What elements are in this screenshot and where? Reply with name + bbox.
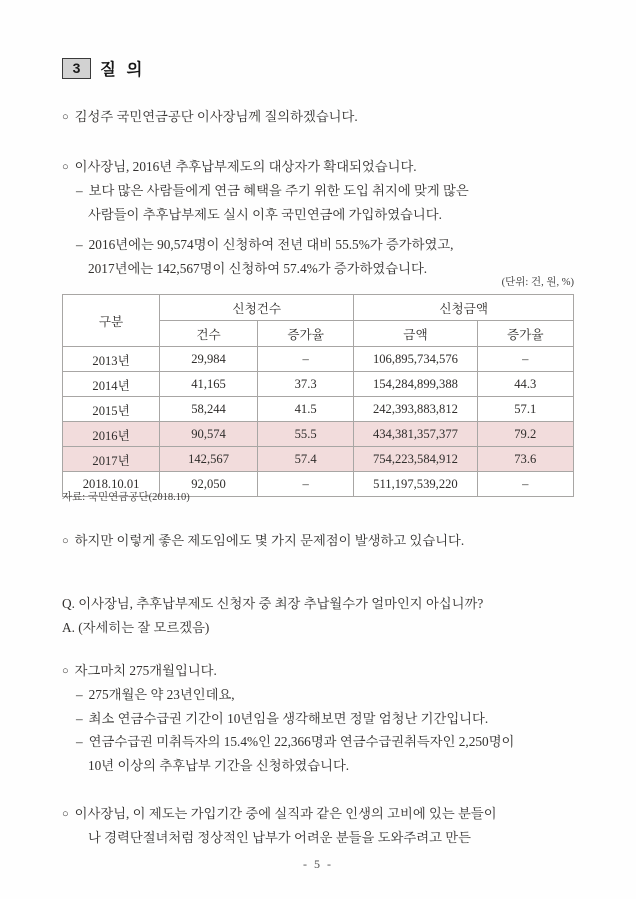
- cell-gubun: 2014년: [63, 372, 160, 397]
- cell-gubun: 2016년: [63, 422, 160, 447]
- cell-rate-amount: 57.1: [477, 397, 573, 422]
- table-row: [63, 397, 574, 422]
- paragraph-expansion: [62, 155, 574, 226]
- column-header-count-group: 신청건수: [160, 295, 354, 321]
- section-number-box: 3: [62, 58, 91, 79]
- table-source-note: 자료: 국민연금공단(2018.10): [62, 492, 190, 503]
- paragraph-line: ○ 하지만 이렇게 좋은 제도임에도 몇 가지 문제점이 발생하고 있습니다.: [62, 529, 574, 553]
- page-footer: - 5 -: [303, 857, 333, 871]
- table-header: [63, 295, 574, 347]
- paragraph-line: ○ 이사장님, 이 제도는 가입기간 중에 실직과 같은 인생의 고비에 있는 분들이: [62, 802, 574, 826]
- table-row: [63, 447, 574, 472]
- cell-rate-amount: 44.3: [477, 372, 573, 397]
- cell-count: 90,574: [160, 422, 258, 447]
- table-header-row-top: [63, 295, 574, 321]
- paragraph-line: 2017년에는 142,567명이 신청하여 57.4%가 증가하였습니다.: [88, 260, 428, 276]
- cell-count: 142,567: [160, 447, 258, 472]
- cell-rate-count: 55.5: [257, 422, 353, 447]
- paragraph-line: 나 경력단절녀처럼 정상적인 납부가 어려운 분들을 도와주려고 만든: [88, 830, 471, 845]
- cell-rate-count: 57.4: [257, 447, 353, 472]
- cell-gubun: 2013년: [63, 347, 160, 372]
- question-line: Q. 이사장님, 추후납부제도 신청자 중 최장 추납월수가 얼마인지 아십니까?: [62, 596, 484, 611]
- paragraph-line: 사람들이 추후납부제도 실시 이후 국민연금에 가입하였습니다.: [88, 206, 442, 222]
- cell-rate-count: 37.3: [257, 372, 353, 397]
- cell-amount: 106,895,734,576: [354, 347, 477, 372]
- column-header-rate-amount: 증가율: [477, 321, 573, 347]
- paragraph-line: ○ 이사장님, 2016년 추후납부제도의 대상자가 확대되었습니다.: [62, 155, 574, 179]
- paragraph-line: 10년 이상의 추후납부 기간을 신청하였습니다.: [88, 757, 350, 773]
- statistics-table: [62, 294, 574, 497]
- statistics-table-container: [62, 294, 574, 497]
- paragraph-purpose: [62, 802, 574, 850]
- cell-amount: 511,197,539,220: [354, 472, 477, 497]
- paragraph-statistics: [62, 233, 574, 280]
- table-body: [63, 347, 574, 497]
- cell-rate-amount: 73.6: [477, 447, 573, 472]
- cell-count: 41,165: [160, 372, 258, 397]
- paragraph-intro: [62, 105, 574, 129]
- paragraph-problems: [62, 529, 574, 553]
- cell-count: 92,050: [160, 472, 258, 497]
- column-header-rate-count: 증가율: [257, 321, 353, 347]
- paragraph-line: – 보다 많은 사람들에게 연금 혜택을 주기 위한 도입 취지에 맞게 많은: [62, 179, 574, 203]
- paragraph-line: ○ 자그마치 275개월입니다.: [62, 659, 574, 683]
- cell-gubun: 2017년: [63, 447, 160, 472]
- table-unit-note: (단위: 건, 원, %): [501, 277, 574, 288]
- column-header-gubun: 구분: [63, 295, 160, 347]
- paragraph-line: – 275개월은 약 23년인데요,: [62, 683, 574, 707]
- answer-line: A. (자세히는 잘 모르겠음): [62, 619, 210, 635]
- cell-rate-count: 41.5: [257, 397, 353, 422]
- section-heading: [62, 56, 145, 80]
- paragraph-line: ○ 김성주 국민연금공단 이사장님께 질의하겠습니다.: [62, 105, 574, 129]
- cell-count: 58,244: [160, 397, 258, 422]
- cell-amount: 434,381,357,377: [354, 422, 477, 447]
- column-header-count: 건수: [160, 321, 258, 347]
- paragraph-line: – 2016년에는 90,574명이 신청하여 전년 대비 55.5%가 증가하였고,: [62, 233, 574, 257]
- table-row: [63, 372, 574, 397]
- paragraph-line: – 연금수급권 미취득자의 15.4%인 22,366명과 연금수급권취득자인 2,250명이: [62, 730, 574, 754]
- cell-amount: 242,393,883,812: [354, 397, 477, 422]
- cell-gubun: 2018.10.01: [63, 472, 160, 497]
- section-title: 질 의: [100, 61, 146, 79]
- cell-rate-count: –: [257, 347, 353, 372]
- qa-block: [62, 592, 574, 639]
- paragraph-months: [62, 659, 574, 777]
- table-row: [63, 422, 574, 447]
- column-header-amount-group: 신청금액: [354, 295, 574, 321]
- cell-gubun: 2015년: [63, 397, 160, 422]
- cell-count: 29,984: [160, 347, 258, 372]
- cell-rate-amount: 79.2: [477, 422, 573, 447]
- cell-rate-amount: –: [477, 472, 573, 497]
- paragraph-line: – 최소 연금수급권 기간이 10년임을 생각해보면 정말 엄청난 기간입니다.: [62, 707, 574, 731]
- column-header-amount: 금액: [354, 321, 477, 347]
- cell-amount: 754,223,584,912: [354, 447, 477, 472]
- cell-rate-amount: –: [477, 347, 573, 372]
- cell-rate-count: –: [257, 472, 353, 497]
- table-row: [63, 347, 574, 372]
- cell-amount: 154,284,899,388: [354, 372, 477, 397]
